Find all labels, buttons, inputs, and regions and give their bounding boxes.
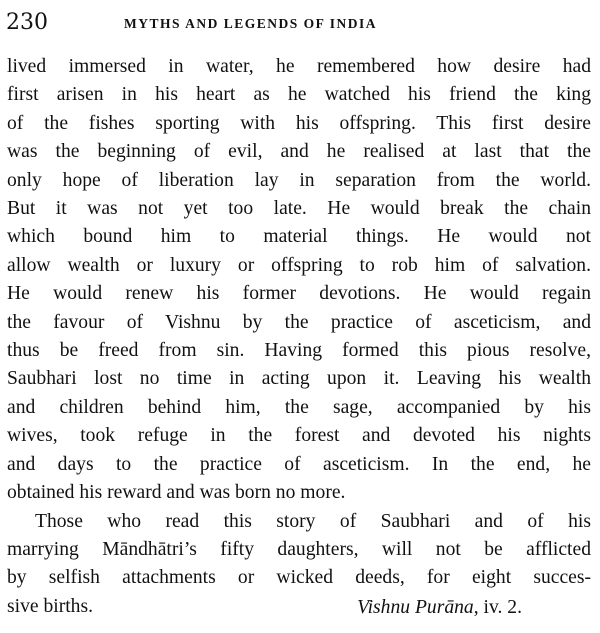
text-line: only hope of liberation lay in separation from the world. (7, 169, 591, 191)
text-line: first arisen in his heart as he watched his friend the king (7, 84, 591, 106)
source-citation (357, 594, 522, 622)
text-line: the favour of Vishnu by the practice of asceticism, and (7, 311, 591, 333)
text-line: of the fishes sporting with his offspring. This first desire (7, 112, 591, 134)
text-line: and days to the practice of asceticism. In the end, he (7, 453, 591, 475)
citation-work: Vishnu Purāna (357, 597, 474, 618)
text-line: was the beginning of evil, and he realised at last that the (7, 141, 591, 163)
text-line: He would renew his former devotions. He would regain (7, 283, 591, 305)
text-line: Those who read this story of Saubhari and of his (35, 510, 591, 532)
text-line: which bound him to material things. He would not (7, 226, 591, 248)
text-line: But it was not yet too late. He would break the chain (7, 198, 591, 220)
text-line: and children behind him, the sage, accompanied by his (7, 396, 591, 418)
text-line: lived immersed in water, he remembered how desire had (7, 56, 591, 77)
text-line: wives, took refuge in the forest and devoted his nights (7, 425, 591, 447)
text-line: sive births. (7, 595, 93, 617)
text-line: obtained his reward and was born no more. (7, 482, 346, 504)
body-text (7, 53, 591, 621)
text-line: thus be freed from sin. Having formed this pious resolve, (7, 340, 591, 362)
page-number: 230 (6, 10, 48, 35)
running-head (6, 9, 590, 37)
text-line: marrying Māndhātri’s fifty daughters, will not be afflicted (7, 538, 591, 560)
text-line: allow wealth or luxury or offspring to rob him of salvation. (7, 254, 591, 276)
paragraph-1 (7, 53, 591, 508)
text-line: Saubhari lost no time in acting upon it. Leaving his wealth (7, 368, 591, 390)
text-line: by selfish attachments or wicked deeds, for eight succes- (7, 567, 591, 589)
citation-reference: , iv. 2. (473, 597, 522, 618)
running-title: MYTHS AND LEGENDS OF INDIA (124, 16, 378, 31)
